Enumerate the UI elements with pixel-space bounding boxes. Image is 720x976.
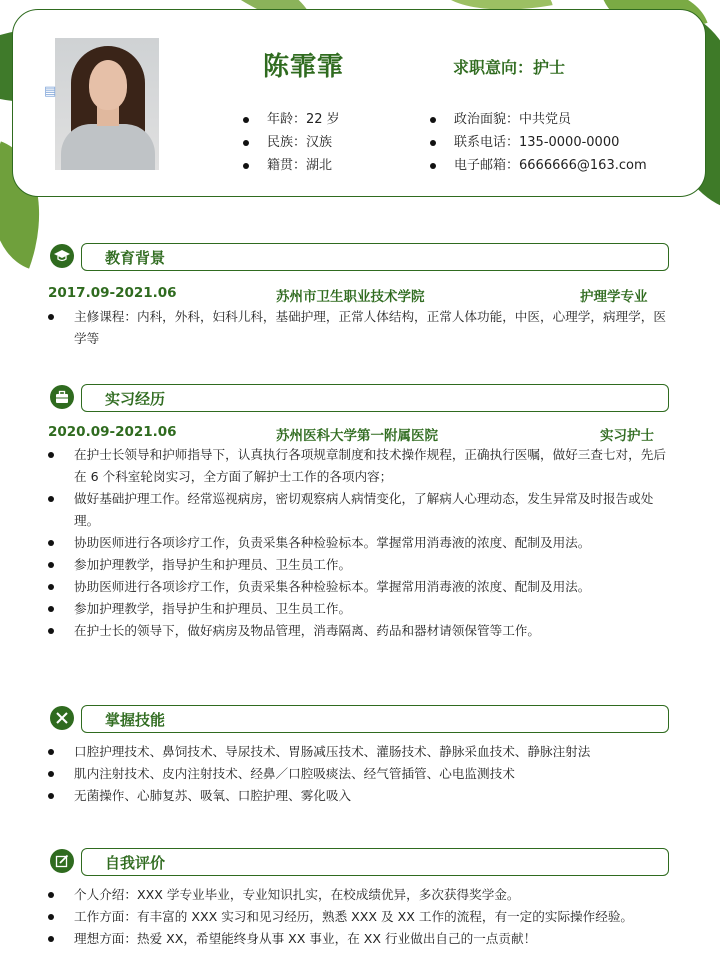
info-item: 政治面貌：中共党员 [430,108,647,131]
personal-info-right [430,108,647,177]
education-meta [48,285,663,305]
self-eval-list [48,884,673,950]
section-bar [81,848,669,876]
list-item: 做好基础护理工作。经常巡视病房，密切观察病人病情变化，了解病人心理动态，发生异常及时报告或处理。 [48,488,673,532]
section-bar [81,384,669,412]
section-bar [81,705,669,733]
personal-info-left [243,108,340,177]
list-item: 在护士长领导和护师指导下，认真执行各项规章制度和技术操作规程，正确执行医嘱，做好三查七对，先后在 6 个科室轮岗实习，全方面了解护士工作的各项内容； [48,444,673,488]
document-icon: ▤ [44,84,57,99]
info-item: 籍贯：湖北 [243,154,340,177]
section-header-self-eval [50,848,670,876]
list-item: 参加护理教学，指导护生和护理员、卫生员工作。 [48,554,673,576]
list-item: 个人介绍：XXX 学专业毕业，专业知识扎实，在校成绩优异，多次获得奖学金。 [48,884,673,906]
tools-icon [50,706,74,730]
list-item: 参加护理教学，指导护生和护理员、卫生员工作。 [48,598,673,620]
education-major: 护理学专业 [580,289,648,305]
internship-date: 2020.09-2021.06 [48,424,177,440]
list-item: 理想方面：热爱 XX，希望能终身从事 XX 事业，在 XX 行业做出自己的一点贡献！ [48,928,673,950]
list-item: 口腔护理技术、鼻饲技术、导尿技术、胃肠减压技术、灌肠技术、静脉采血技术、静脉注射法 [48,741,673,763]
profile-card [12,9,706,197]
job-objective: 求职意向：护士 [453,58,566,77]
section-title: 掌握技能 [105,711,166,729]
section-title: 教育背景 [105,249,166,267]
education-school: 苏州市卫生职业技术学院 [276,289,425,305]
internship-meta [48,424,663,444]
briefcase-icon [50,385,74,409]
edit-icon [50,849,74,873]
profile-photo [55,38,159,170]
internship-list [48,444,673,642]
skills-list [48,741,673,807]
internship-org: 苏州医科大学第一附属医院 [276,428,438,444]
list-item: 主修课程：内科，外科，妇科儿科，基础护理，正常人体结构，正常人体功能，中医，心理学，病理学，医学等 [48,306,673,350]
info-item: 民族：汉族 [243,131,340,154]
internship-role: 实习护士 [600,428,654,444]
list-item: 无菌操作、心肺复苏、吸氧、口腔护理、雾化吸入 [48,785,673,807]
education-date: 2017.09-2021.06 [48,285,177,301]
education-list [48,306,673,350]
candidate-name: 陈霏霏 [263,52,345,82]
list-item: 工作方面：有丰富的 XXX 实习和见习经历，熟悉 XXX 及 XX 工作的流程，有一定的实际操作经验。 [48,906,673,928]
graduation-cap-icon [50,244,74,268]
section-title: 实习经历 [105,390,166,408]
section-bar [81,243,669,271]
info-item: 电子邮箱：6666666@163.com [430,154,647,177]
list-item: 协助医师进行各项诊疗工作，负责采集各种检验标本。掌握常用消毒液的浓度、配制及用法。 [48,532,673,554]
list-item: 在护士长的领导下，做好病房及物品管理，消毒隔离、药品和器材请领保管等工作。 [48,620,673,642]
list-item: 协助医师进行各项诊疗工作，负责采集各种检验标本。掌握常用消毒液的浓度、配制及用法。 [48,576,673,598]
info-item: 年龄：22 岁 [243,108,340,131]
section-header-education [50,243,670,271]
section-title: 自我评价 [105,854,166,872]
section-header-internship [50,384,670,412]
list-item: 肌内注射技术、皮内注射技术、经鼻／口腔吸痰法、经气管插管、心电监测技术 [48,763,673,785]
section-header-skills [50,705,670,733]
info-item: 联系电话：135-0000-0000 [430,131,647,154]
